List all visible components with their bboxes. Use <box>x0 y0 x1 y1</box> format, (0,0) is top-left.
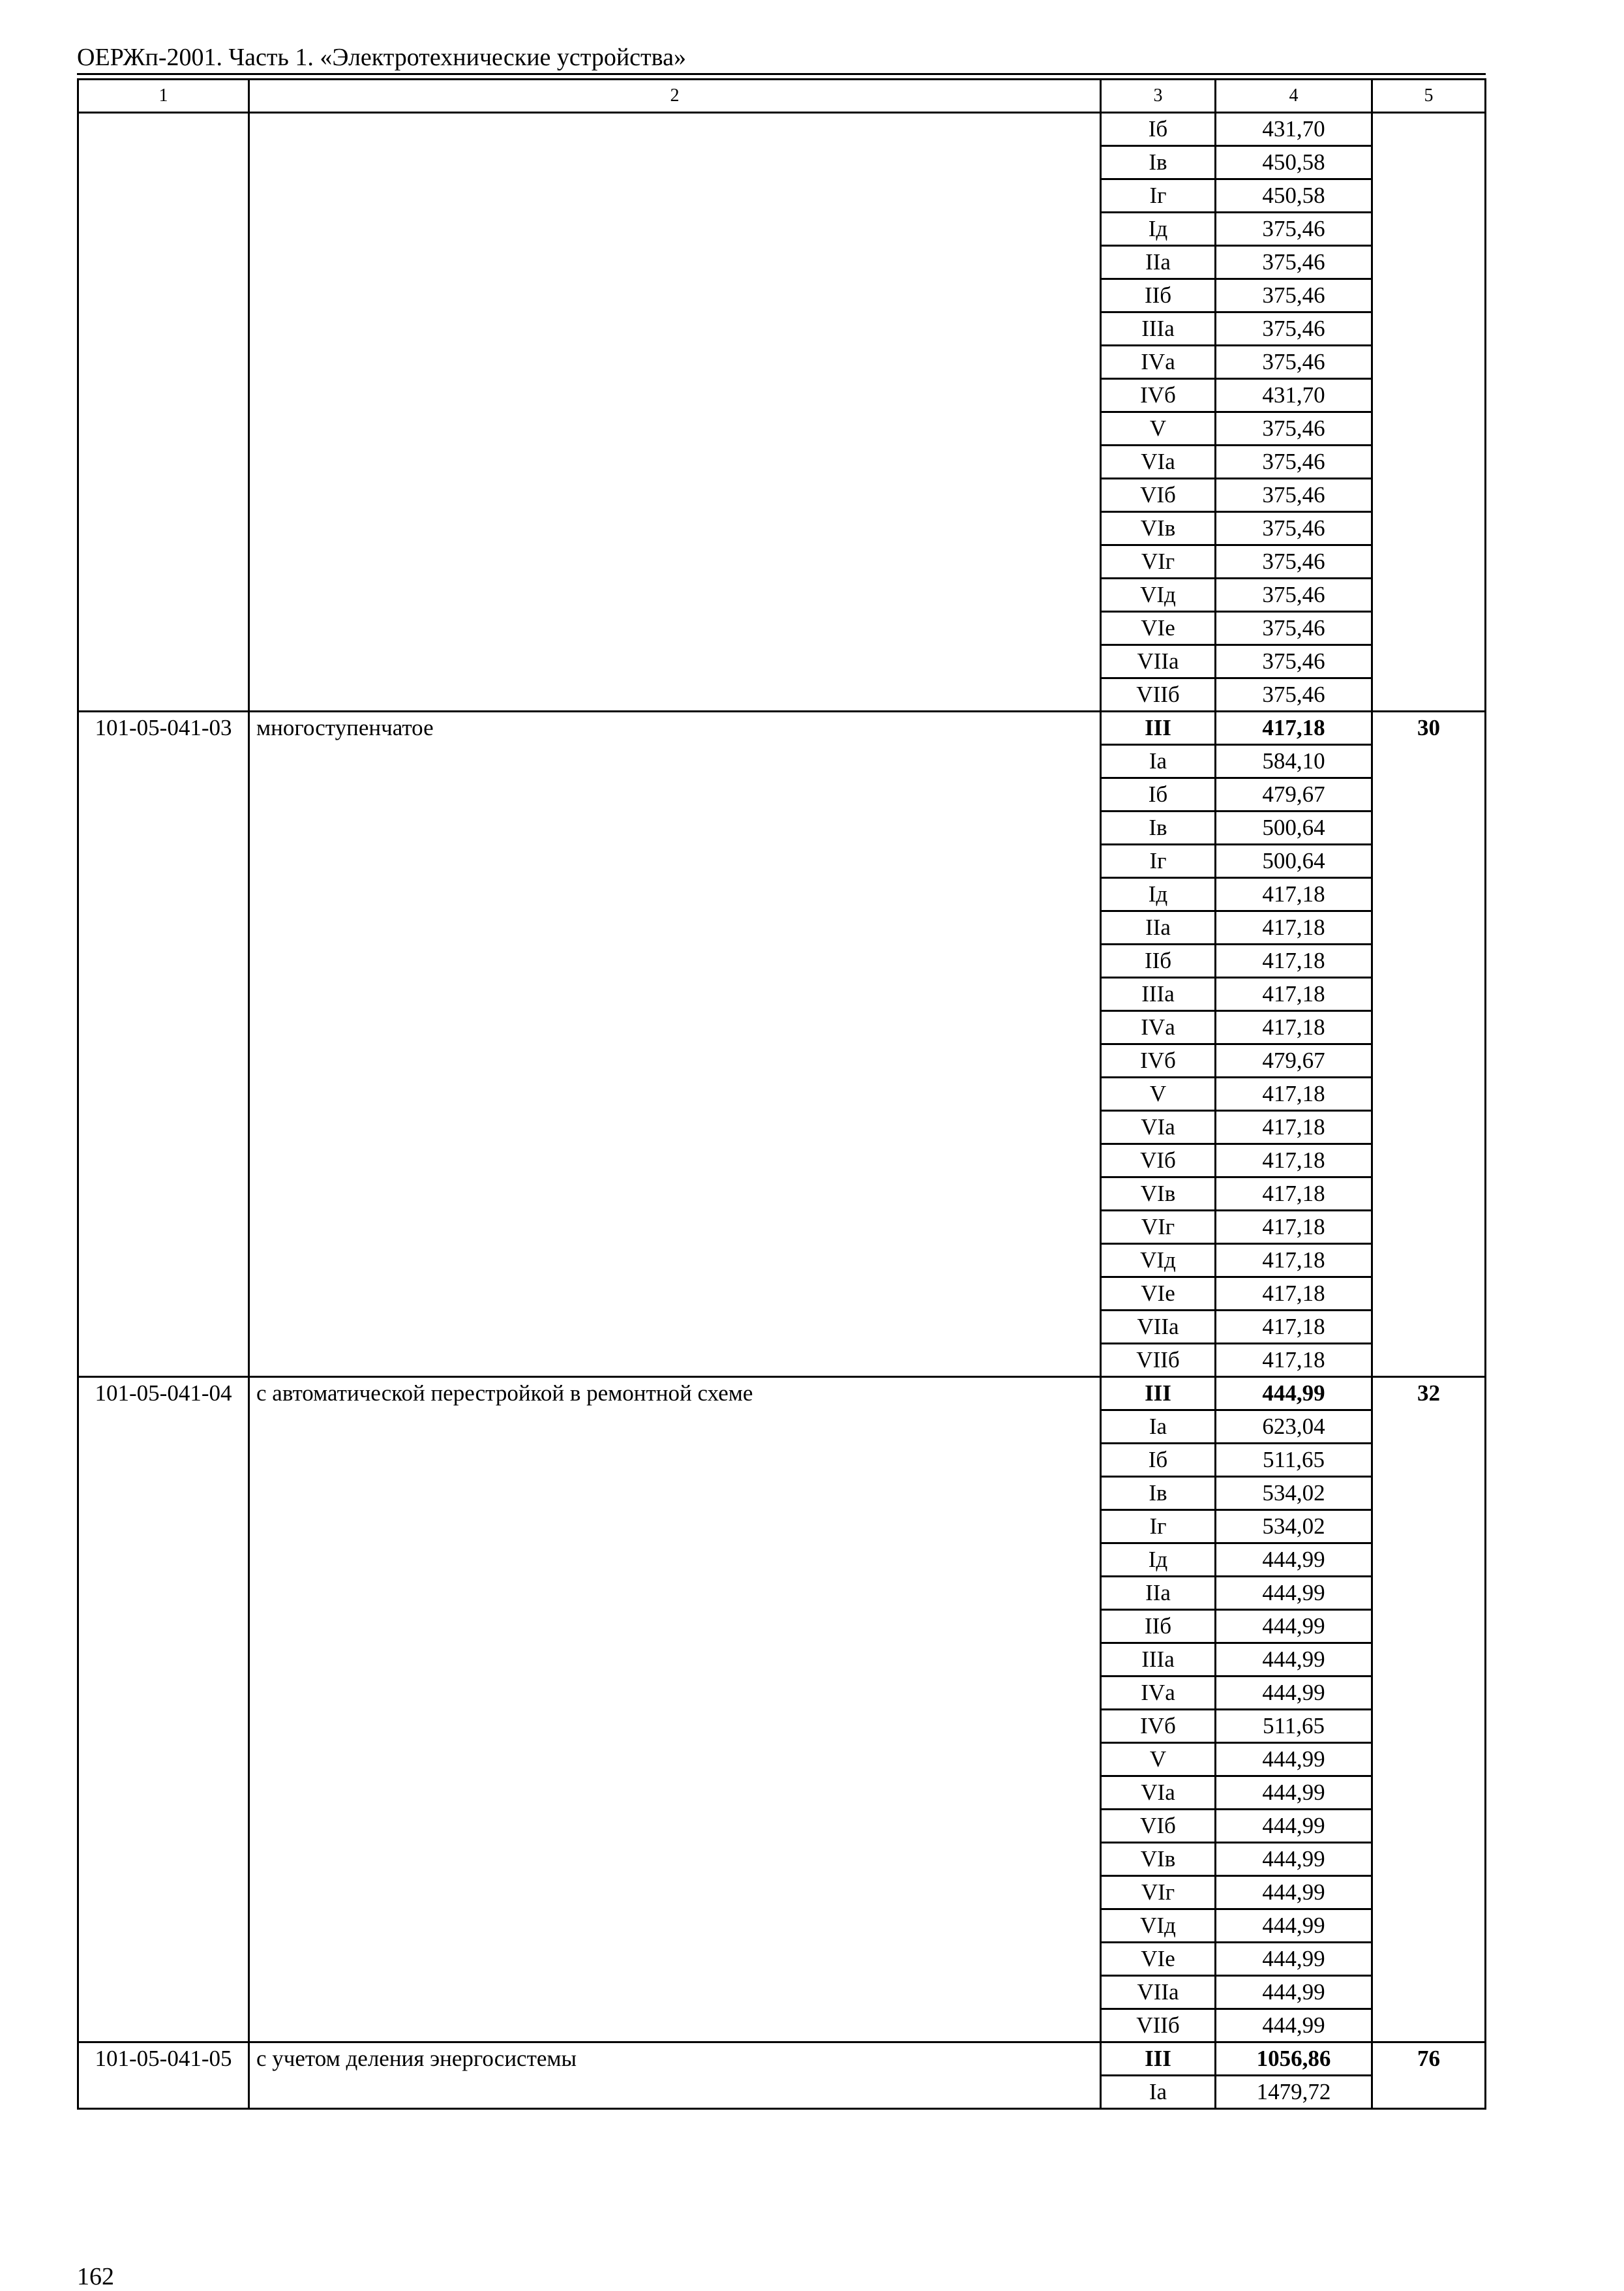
category-cell: IIб <box>1101 945 1216 978</box>
item-description: с автоматической перестройкой в ремонтной схеме <box>249 1377 1101 2042</box>
category-cell: VIв <box>1101 1843 1216 1876</box>
value-cell: 534,02 <box>1216 1477 1372 1510</box>
category-cell: VIIа <box>1101 1311 1216 1344</box>
item-description: многоступенчатое <box>249 712 1101 1377</box>
category-cell: VIIб <box>1101 1344 1216 1377</box>
value-cell: 444,99 <box>1216 1743 1372 1776</box>
category-cell: Iб <box>1101 778 1216 812</box>
value-cell: 417,18 <box>1216 945 1372 978</box>
category-cell: VIг <box>1101 1211 1216 1244</box>
value-cell: 417,18 <box>1216 911 1372 945</box>
value-cell: 450,58 <box>1216 146 1372 179</box>
category-cell: VIд <box>1101 1909 1216 1943</box>
category-cell: VIе <box>1101 1943 1216 1976</box>
header-rule <box>77 73 1486 75</box>
table-header <box>78 80 1486 113</box>
value-cell: 417,18 <box>1216 1177 1372 1211</box>
category-cell: VIа <box>1101 1776 1216 1810</box>
category-cell: VIIа <box>1101 645 1216 678</box>
category-cell: Iг <box>1101 845 1216 878</box>
category-cell: IVа <box>1101 1677 1216 1710</box>
item-code: 101-05-041-03 <box>78 712 249 1377</box>
column-5-value <box>1372 113 1486 712</box>
table-row <box>78 712 1486 745</box>
category-cell: V <box>1101 1078 1216 1111</box>
value-cell: 444,99 <box>1216 1943 1372 1976</box>
value-cell: 444,99 <box>1216 1909 1372 1943</box>
value-cell: 417,18 <box>1216 1311 1372 1344</box>
category-cell: Iд <box>1101 878 1216 911</box>
data-table <box>77 78 1486 2110</box>
item-code: 101-05-041-05 <box>78 2042 249 2109</box>
category-cell: Iд <box>1101 213 1216 246</box>
category-cell: VIе <box>1101 1277 1216 1311</box>
category-cell: IIа <box>1101 1577 1216 1610</box>
category-cell: VIв <box>1101 512 1216 545</box>
table-body <box>78 113 1486 2109</box>
value-cell: 1479,72 <box>1216 2076 1372 2109</box>
category-cell: III <box>1101 712 1216 745</box>
column-header: 5 <box>1372 80 1486 113</box>
item-code: 101-05-041-04 <box>78 1377 249 2042</box>
value-cell: 375,46 <box>1216 612 1372 645</box>
column-number-row <box>78 80 1486 113</box>
category-cell: VIб <box>1101 479 1216 512</box>
category-cell: VIг <box>1101 545 1216 579</box>
category-cell: VIIб <box>1101 2009 1216 2042</box>
category-cell: Iа <box>1101 2076 1216 2109</box>
value-cell: 534,02 <box>1216 1510 1372 1543</box>
value-cell: 500,64 <box>1216 845 1372 878</box>
category-cell: VIд <box>1101 579 1216 612</box>
category-cell: Iг <box>1101 179 1216 213</box>
category-cell: Iб <box>1101 1444 1216 1477</box>
category-cell: Iг <box>1101 1510 1216 1543</box>
value-cell: 417,18 <box>1216 1078 1372 1111</box>
value-cell: 417,18 <box>1216 1211 1372 1244</box>
value-cell: 375,46 <box>1216 279 1372 312</box>
category-cell: IVа <box>1101 1011 1216 1044</box>
table-row <box>78 2042 1486 2076</box>
value-cell: 375,46 <box>1216 346 1372 379</box>
category-cell: III <box>1101 2042 1216 2076</box>
category-cell: IVб <box>1101 1710 1216 1743</box>
table-row <box>78 113 1486 146</box>
category-cell: VIг <box>1101 1876 1216 1909</box>
value-cell: 417,18 <box>1216 1344 1372 1377</box>
value-cell: 444,99 <box>1216 1610 1372 1643</box>
column-5-value: 32 <box>1372 1377 1486 2042</box>
category-cell: IIб <box>1101 1610 1216 1643</box>
category-cell: Iд <box>1101 1543 1216 1577</box>
column-5-value: 76 <box>1372 2042 1486 2109</box>
value-cell: 417,18 <box>1216 1144 1372 1177</box>
value-cell: 444,99 <box>1216 1543 1372 1577</box>
value-cell: 375,46 <box>1216 645 1372 678</box>
value-cell: 444,99 <box>1216 1843 1372 1876</box>
category-cell: VIб <box>1101 1810 1216 1843</box>
category-cell: IIIа <box>1101 1643 1216 1677</box>
category-cell: IIб <box>1101 279 1216 312</box>
value-cell: 444,99 <box>1216 1976 1372 2009</box>
category-cell: VIа <box>1101 1111 1216 1144</box>
category-cell: V <box>1101 412 1216 446</box>
value-cell: 431,70 <box>1216 379 1372 412</box>
category-cell: IIа <box>1101 911 1216 945</box>
value-cell: 417,18 <box>1216 978 1372 1011</box>
value-cell: 375,46 <box>1216 213 1372 246</box>
value-cell: 417,18 <box>1216 1111 1372 1144</box>
value-cell: 444,99 <box>1216 1876 1372 1909</box>
value-cell: 417,18 <box>1216 1011 1372 1044</box>
column-header: 2 <box>249 80 1101 113</box>
value-cell: 444,99 <box>1216 1810 1372 1843</box>
category-cell: Iв <box>1101 812 1216 845</box>
category-cell: Iа <box>1101 1410 1216 1444</box>
value-cell: 511,65 <box>1216 1444 1372 1477</box>
value-cell: 375,46 <box>1216 479 1372 512</box>
category-cell: IVб <box>1101 1044 1216 1078</box>
item-description <box>249 113 1101 712</box>
category-cell: V <box>1101 1743 1216 1776</box>
category-cell: VIе <box>1101 612 1216 645</box>
value-cell: 375,46 <box>1216 545 1372 579</box>
value-cell: 417,18 <box>1216 878 1372 911</box>
category-cell: Iв <box>1101 146 1216 179</box>
value-cell: 431,70 <box>1216 113 1372 146</box>
category-cell: IIа <box>1101 246 1216 279</box>
value-cell: 584,10 <box>1216 745 1372 778</box>
page-number: 162 <box>77 2263 114 2290</box>
value-cell: 479,67 <box>1216 778 1372 812</box>
value-cell: 375,46 <box>1216 412 1372 446</box>
category-cell: IIIа <box>1101 978 1216 1011</box>
value-cell: 1056,86 <box>1216 2042 1372 2076</box>
item-code <box>78 113 249 712</box>
value-cell: 623,04 <box>1216 1410 1372 1444</box>
value-cell: 444,99 <box>1216 2009 1372 2042</box>
value-cell: 444,99 <box>1216 1377 1372 1410</box>
category-cell: Iа <box>1101 745 1216 778</box>
value-cell: 444,99 <box>1216 1776 1372 1810</box>
value-cell: 450,58 <box>1216 179 1372 213</box>
category-cell: VIа <box>1101 446 1216 479</box>
category-cell: IVа <box>1101 346 1216 379</box>
value-cell: 375,46 <box>1216 312 1372 346</box>
value-cell: 375,46 <box>1216 678 1372 712</box>
value-cell: 444,99 <box>1216 1577 1372 1610</box>
value-cell: 444,99 <box>1216 1677 1372 1710</box>
category-cell: VIд <box>1101 1244 1216 1277</box>
category-cell: Iб <box>1101 113 1216 146</box>
value-cell: 511,65 <box>1216 1710 1372 1743</box>
column-header: 4 <box>1216 80 1372 113</box>
value-cell: 500,64 <box>1216 812 1372 845</box>
value-cell: 444,99 <box>1216 1643 1372 1677</box>
category-cell: IIIа <box>1101 312 1216 346</box>
column-header: 1 <box>78 80 249 113</box>
column-5-value: 30 <box>1372 712 1486 1377</box>
value-cell: 375,46 <box>1216 512 1372 545</box>
category-cell: VIIа <box>1101 1976 1216 2009</box>
category-cell: VIв <box>1101 1177 1216 1211</box>
value-cell: 417,18 <box>1216 1277 1372 1311</box>
category-cell: VIIб <box>1101 678 1216 712</box>
value-cell: 417,18 <box>1216 712 1372 745</box>
column-header: 3 <box>1101 80 1216 113</box>
value-cell: 375,46 <box>1216 579 1372 612</box>
value-cell: 417,18 <box>1216 1244 1372 1277</box>
category-cell: III <box>1101 1377 1216 1410</box>
value-cell: 375,46 <box>1216 446 1372 479</box>
value-cell: 375,46 <box>1216 246 1372 279</box>
value-cell: 479,67 <box>1216 1044 1372 1078</box>
page-header: ОЕРЖп-2001. Часть 1. «Электротехнические устройства» <box>77 44 686 71</box>
category-cell: VIб <box>1101 1144 1216 1177</box>
table-row <box>78 1377 1486 1410</box>
category-cell: Iв <box>1101 1477 1216 1510</box>
item-description: с учетом деления энергосистемы <box>249 2042 1101 2109</box>
category-cell: IVб <box>1101 379 1216 412</box>
